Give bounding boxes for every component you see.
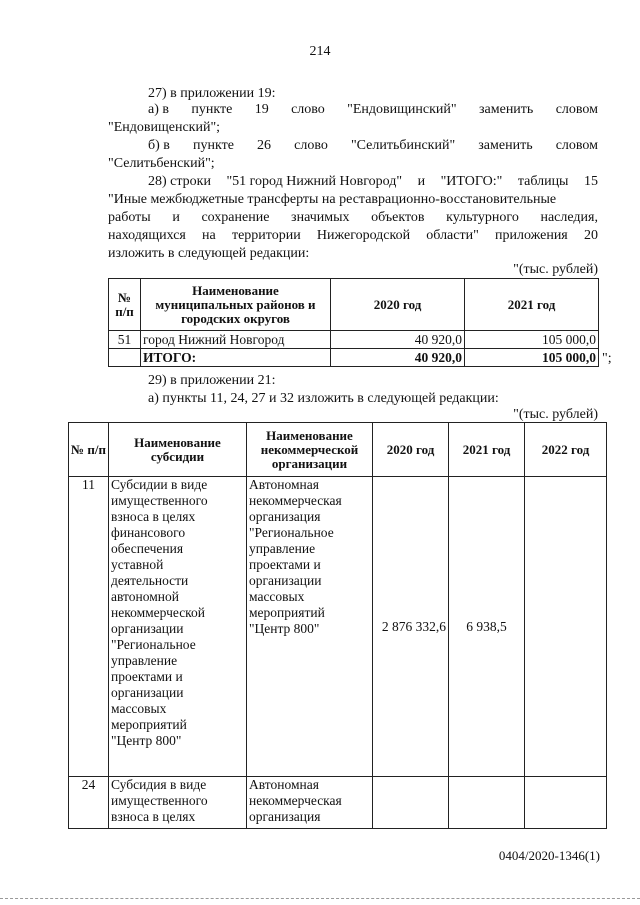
- text-line: организации: [111, 685, 184, 700]
- table-row: [109, 331, 599, 349]
- para-29-heading: 29) в приложении 21:: [148, 373, 276, 388]
- text-line: управление: [249, 541, 316, 556]
- cell-organization: [247, 477, 373, 777]
- header-2021: 2021 год: [449, 423, 525, 477]
- text-line: деятельности: [111, 573, 189, 588]
- header-organization: Наименование некоммерческой организации: [247, 423, 373, 477]
- word: находящихся: [108, 228, 186, 243]
- cell-subsidy: [109, 777, 247, 829]
- text-line: обеспечения: [111, 541, 184, 556]
- word: области": [426, 228, 479, 243]
- text-line: Автономная: [249, 477, 319, 492]
- table-total-row: [109, 349, 599, 367]
- word: 26: [257, 138, 272, 153]
- text-line: "Центр 800": [111, 733, 182, 748]
- header-2022: 2022 год: [525, 423, 607, 477]
- header-2020: 2020 год: [331, 279, 465, 331]
- para-27-item-a-cont: "Ендовищенский";: [108, 120, 221, 135]
- para-27-item-b-cont: "Селитьбенский";: [108, 156, 215, 171]
- para-27-item-b: [108, 138, 598, 154]
- word: 28) строки: [148, 174, 211, 189]
- text-line: некоммерческая: [249, 793, 342, 808]
- word: "Селитьбинский": [350, 138, 456, 153]
- word: и: [417, 174, 426, 189]
- word: 20: [583, 228, 598, 243]
- word: наследия,: [540, 210, 598, 225]
- word: таблицы: [517, 174, 569, 189]
- cell-num: [109, 349, 141, 367]
- cell-subsidy: [109, 477, 247, 777]
- word: культурного: [446, 210, 519, 225]
- word: а) в: [148, 102, 169, 117]
- word: словом: [555, 102, 598, 117]
- footer-divider: [0, 898, 640, 899]
- cell-name: город Нижний Новгород: [141, 331, 331, 349]
- document-code: 0404/2020-1346(1): [498, 848, 600, 863]
- table-row: [69, 777, 607, 829]
- header-num: № п/п: [69, 423, 109, 477]
- word: сохранение: [201, 210, 270, 225]
- para-28-line4: [108, 228, 598, 244]
- text-line: "Региональное: [249, 525, 334, 540]
- unit-label-1: "(тыс. рублей): [513, 262, 598, 277]
- text-line: мероприятий: [111, 717, 187, 732]
- word: объектов: [371, 210, 425, 225]
- cell-2020: 40 920,0: [331, 331, 465, 349]
- text-line: некоммерческая: [249, 493, 342, 508]
- text-line: Автономная: [249, 777, 319, 792]
- para-27-heading: 27) в приложении 19:: [148, 86, 276, 101]
- cell-2022: [525, 777, 607, 829]
- cell-2021: 105 000,0: [465, 331, 599, 349]
- word: работы: [108, 210, 151, 225]
- text-line: "Региональное: [111, 637, 196, 652]
- text-line: управление: [111, 653, 178, 668]
- word: "51 город Нижний Новгород": [226, 174, 403, 189]
- text-line: проектами и: [249, 557, 321, 572]
- para-28-line2: "Иные межбюджетные трансферты на реставрационно-восстановительные: [108, 192, 557, 207]
- word: слово: [291, 102, 325, 117]
- para-28-line1: [108, 174, 598, 190]
- word: 15: [583, 174, 598, 189]
- cell-num: 24: [69, 777, 109, 829]
- text-line: организации: [249, 573, 322, 588]
- word: приложения: [495, 228, 568, 243]
- word: "Ендовищинский": [347, 102, 457, 117]
- word: пункте: [193, 138, 234, 153]
- page-number: 214: [309, 44, 331, 59]
- word: слово: [294, 138, 328, 153]
- word: 19: [254, 102, 269, 117]
- text-line: финансового: [111, 525, 186, 540]
- word: и: [172, 210, 180, 225]
- text-line: имущественного: [111, 793, 208, 808]
- cell-2020: 2 876 332,6: [373, 477, 449, 777]
- cell-2020: [373, 777, 449, 829]
- table-subsidies: [68, 422, 607, 829]
- word: пункте: [191, 102, 233, 117]
- text-line: организация: [249, 509, 321, 524]
- para-28-line3: [108, 210, 598, 226]
- text-line: "Центр 800": [249, 621, 320, 636]
- table-row: [69, 477, 607, 777]
- cell-2021: 6 938,5: [449, 477, 525, 777]
- word: на: [202, 228, 216, 243]
- para-29-item-a: а) пункты 11, 24, 27 и 32 изложить в следующей редакции:: [148, 391, 499, 406]
- text-line: взноса в целях: [111, 509, 196, 524]
- para-27-item-a: [108, 102, 598, 118]
- text-line: мероприятий: [249, 605, 325, 620]
- word: б) в: [148, 138, 170, 153]
- table-municipal-transfers: [108, 278, 599, 367]
- text-line: организации: [111, 621, 184, 636]
- text-line: автономной: [111, 589, 179, 604]
- header-subsidy: Наименование субсидии: [109, 423, 247, 477]
- header-name: Наименование муниципальных районов и городских округов: [141, 279, 331, 331]
- word: территории: [231, 228, 301, 243]
- word: значимых: [291, 210, 350, 225]
- word: словом: [555, 138, 598, 153]
- header-num: № п/п: [109, 279, 141, 331]
- table-header-row: [109, 279, 599, 331]
- cell-2022: [525, 477, 607, 777]
- text-line: организация: [249, 809, 321, 824]
- cell-num: 11: [69, 477, 109, 777]
- cell-num: 51: [109, 331, 141, 349]
- cell-organization: [247, 777, 373, 829]
- word: "ИТОГО:": [440, 174, 503, 189]
- text-line: имущественного: [111, 493, 208, 508]
- cell-2021: [449, 777, 525, 829]
- text-line: уставной: [111, 557, 164, 572]
- cell-total-2021: 105 000,0: [465, 349, 599, 367]
- cell-total-label: ИТОГО:: [141, 349, 331, 367]
- word: заменить: [479, 102, 534, 117]
- header-2021: 2021 год: [465, 279, 599, 331]
- word: заменить: [478, 138, 533, 153]
- word: Нижегородской: [316, 228, 411, 243]
- unit-label-2: "(тыс. рублей): [513, 407, 598, 422]
- text-line: некоммерческой: [111, 605, 206, 620]
- text-line: Субсидия в виде: [111, 777, 207, 792]
- cell-total-2020: 40 920,0: [331, 349, 465, 367]
- header-2020: 2020 год: [373, 423, 449, 477]
- text-line: Субсидии в виде: [111, 477, 208, 492]
- text-line: взноса в целях: [111, 809, 196, 824]
- text-line: проектами и: [111, 669, 183, 684]
- para-28-line5: изложить в следующей редакции:: [108, 246, 310, 261]
- text-line: массовых: [249, 589, 305, 604]
- text-line: массовых: [111, 701, 167, 716]
- table1-close-quote: ";: [602, 351, 612, 366]
- table-header-row: [69, 423, 607, 477]
